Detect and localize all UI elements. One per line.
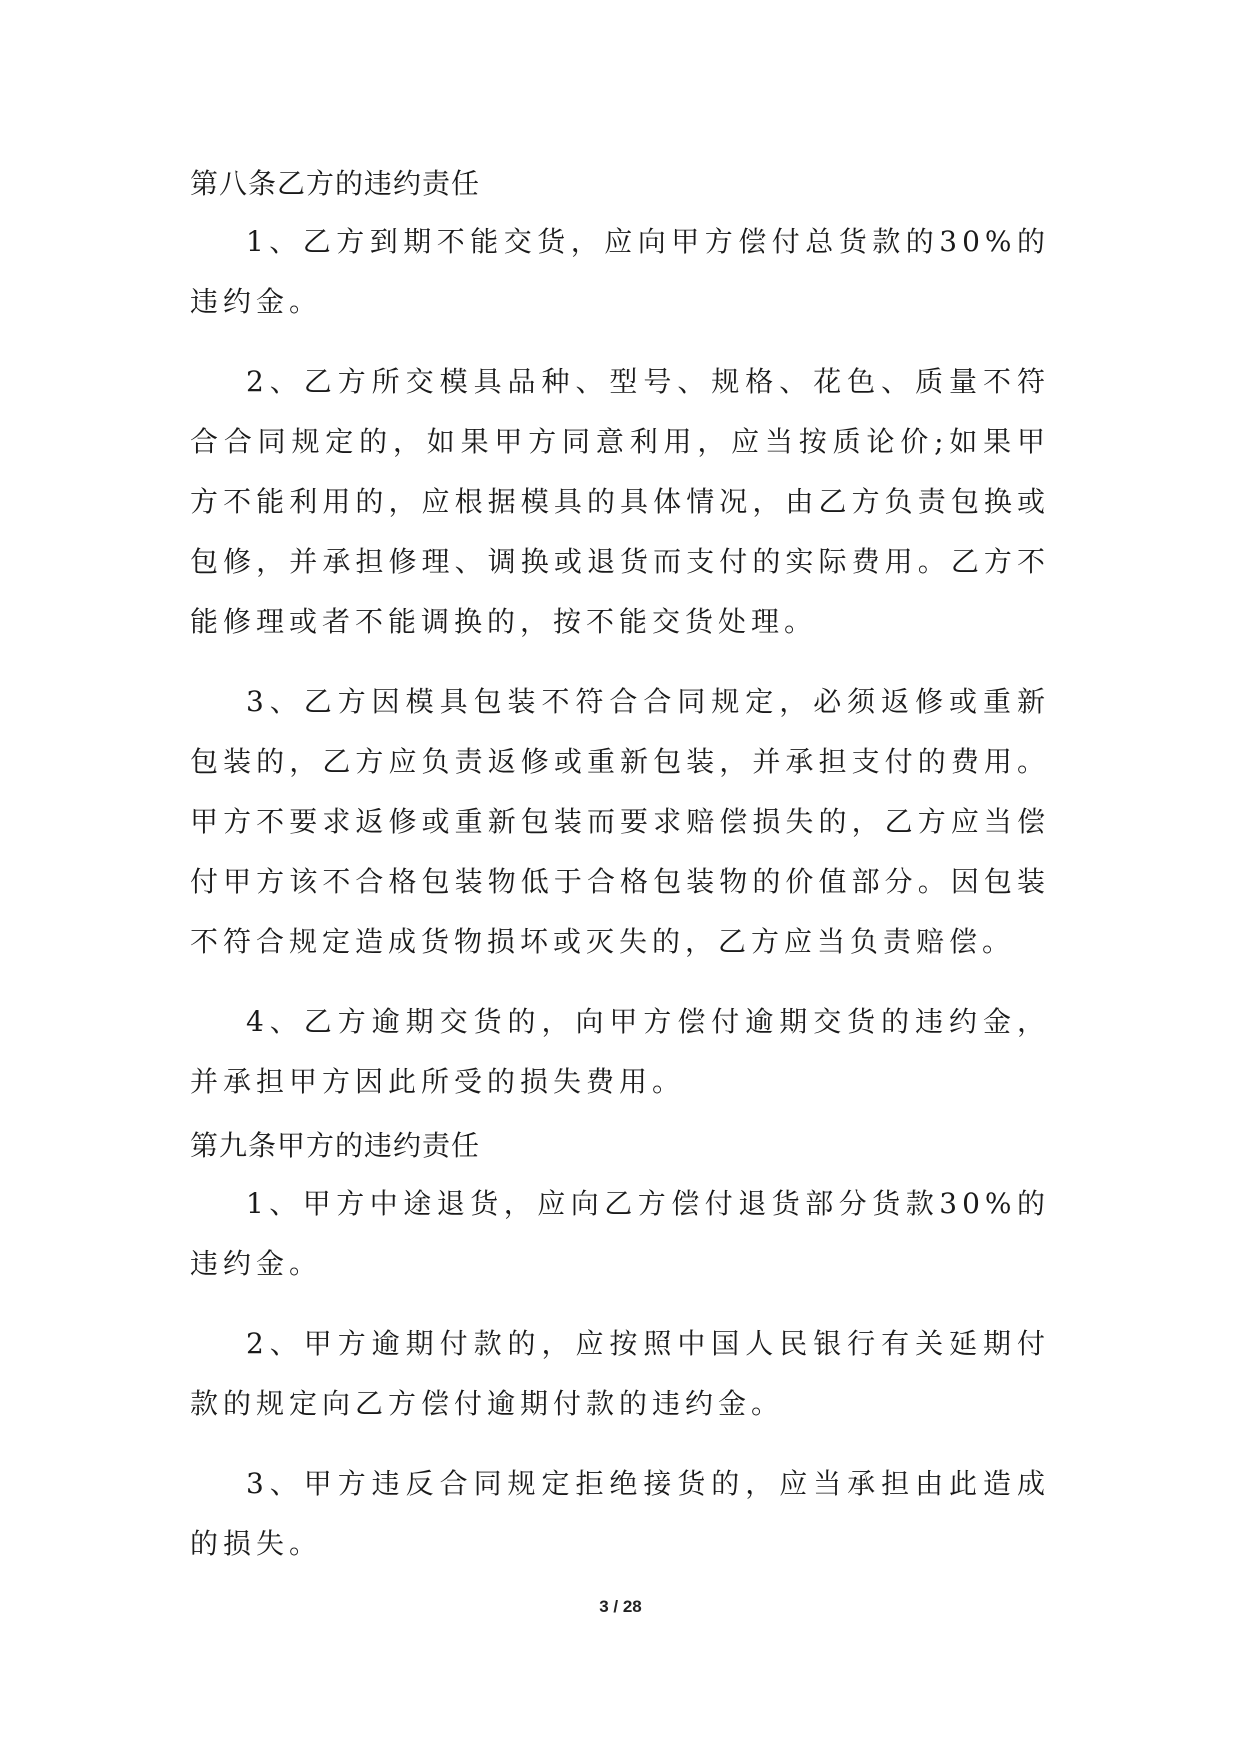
paragraph-9-1: 1、甲方中途退货，应向乙方偿付退货部分货款30%的违约金。 <box>190 1187 1050 1280</box>
section-heading-article-9: 第九条甲方的违约责任 <box>190 1129 481 1162</box>
paragraph-8-3: 3、乙方因模具包装不符合合同规定，必须返修或重新包装的，乙方应负责返修或重新包装，并承担支付的费用。甲方不要求返修或重新包装而要求赔偿损失的，乙方应当偿付甲方该不合格包装物低于合格包装物的价值部分。因包装不符合规定造成货物损坏或灭失的，乙方应当负责赔偿。 <box>190 685 1050 958</box>
paragraph-8-1: 1、乙方到期不能交货，应向甲方偿付总货款的30%的违约金。 <box>190 225 1050 318</box>
page-number: 3 / 28 <box>599 1597 642 1616</box>
paragraph-8-4: 4、乙方逾期交货的，向甲方偿付逾期交货的违约金，并承担甲方因此所受的损失费用。 <box>190 1005 1050 1098</box>
document-body <box>190 156 1050 1594</box>
paragraph-8-2: 2、乙方所交模具品种、型号、规格、花色、质量不符合合同规定的，如果甲方同意利用，应当按质论价;如果甲方不能利用的，应根据模具的具体情况，由乙方负责包换或包修，并承担修理、调换或退货而支付的实际费用。乙方不能修理或者不能调换的，按不能交货处理。 <box>190 365 1050 638</box>
paragraph-9-3: 3、甲方违反合同规定拒绝接货的，应当承担由此造成的损失。 <box>190 1467 1050 1560</box>
paragraph-9-2: 2、甲方逾期付款的，应按照中国人民银行有关延期付款的规定向乙方偿付逾期付款的违约金。 <box>190 1327 1050 1420</box>
section-heading-article-8: 第八条乙方的违约责任 <box>190 167 481 200</box>
